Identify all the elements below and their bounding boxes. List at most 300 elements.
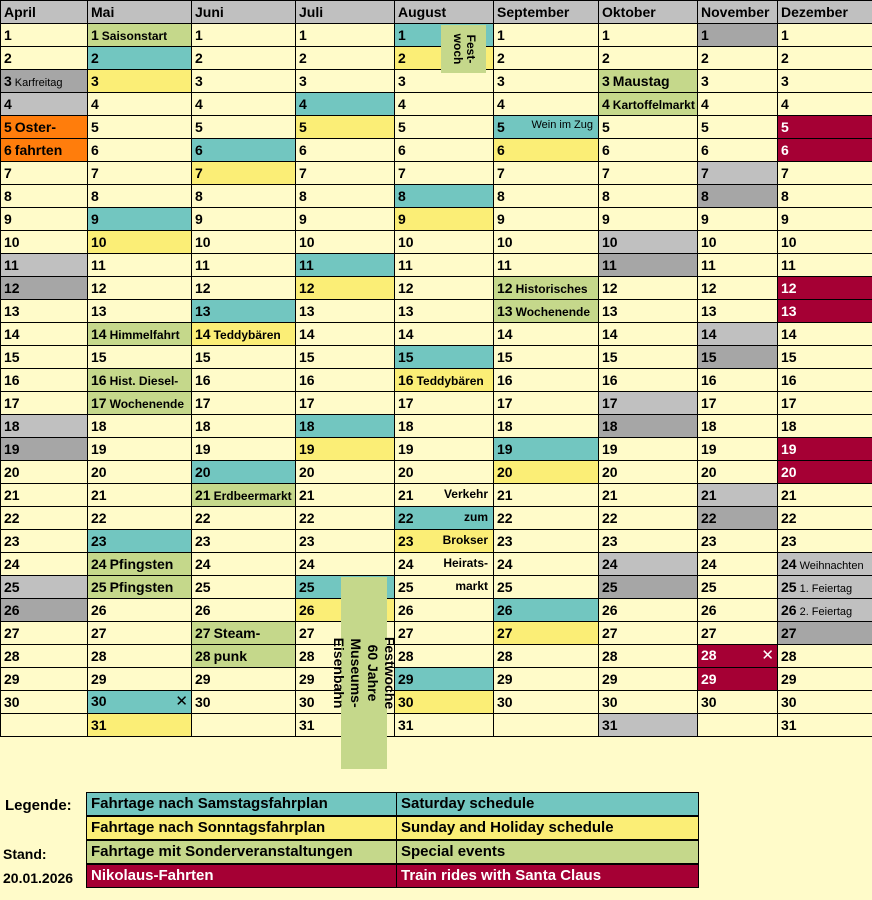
day-cell-mai-13 <box>88 300 192 323</box>
day-cell-mai-23 <box>88 530 192 553</box>
day-cell-jul-18 <box>296 415 395 438</box>
day-number: 17 <box>91 395 107 411</box>
day-number: 8 <box>497 188 505 204</box>
day-cell-jun-9 <box>192 208 296 231</box>
day-number: 23 <box>299 533 315 549</box>
day-number: 11 <box>195 257 210 273</box>
day-cell-jul-5 <box>296 116 395 139</box>
day-cell-mai-2 <box>88 47 192 70</box>
day-cell-jun-2 <box>192 47 296 70</box>
day-number: 23 <box>398 533 414 549</box>
day-number: 30 <box>195 694 211 710</box>
day-cell-mai-10 <box>88 231 192 254</box>
day-cell-aug-31 <box>395 714 494 737</box>
day-number: 4 <box>781 96 789 112</box>
day-cell-aug-11 <box>395 254 494 277</box>
day-number: 21 <box>299 487 315 503</box>
day-number: 12 <box>497 280 513 296</box>
day-row <box>1 70 872 93</box>
day-cell-dez-13 <box>778 300 872 323</box>
day-cell-nov-26 <box>698 599 778 622</box>
event-label: 1. Feiertag <box>799 583 853 595</box>
day-cell-sep-4 <box>494 93 599 116</box>
day-number: 26 <box>91 602 107 618</box>
day-cell-apr-15 <box>1 346 88 369</box>
legend-saturday-en: Saturday schedule <box>396 792 699 816</box>
day-number: 26 <box>398 602 414 618</box>
day-number: 3 <box>701 73 709 89</box>
day-cell-dez-19 <box>778 438 872 461</box>
day-cell-aug-25 <box>395 576 494 599</box>
day-cell-jul-23 <box>296 530 395 553</box>
day-cell-sep-26 <box>494 599 599 622</box>
day-cell-sep-6 <box>494 139 599 162</box>
day-number: 15 <box>4 349 20 365</box>
day-number: 9 <box>497 211 505 227</box>
day-number: 22 <box>91 510 107 526</box>
day-number: 27 <box>497 625 513 641</box>
day-cell-okt-18 <box>599 415 698 438</box>
day-number: 5 <box>701 119 709 135</box>
day-number: 28 <box>91 648 107 664</box>
day-cell-jun-3 <box>192 70 296 93</box>
day-cell-nov-11 <box>698 254 778 277</box>
day-cell-jun-8 <box>192 185 296 208</box>
day-number: 18 <box>195 418 211 434</box>
day-cell-okt-31 <box>599 714 698 737</box>
day-number: 6 <box>195 142 203 158</box>
event-label: 2. Feiertag <box>799 606 853 618</box>
day-cell-sep-21 <box>494 484 599 507</box>
day-cell-okt-9 <box>599 208 698 231</box>
day-cell-apr-28 <box>1 645 88 668</box>
day-number: 27 <box>299 625 315 641</box>
day-number: 18 <box>497 418 513 434</box>
day-cell-mai-18 <box>88 415 192 438</box>
day-number: 25 <box>497 579 513 595</box>
day-cell-dez-27 <box>778 622 872 645</box>
day-number: 27 <box>602 625 618 641</box>
day-number: 30 <box>91 693 107 709</box>
day-number: 9 <box>701 211 709 227</box>
day-number: 22 <box>195 510 211 526</box>
day-cell-aug-21 <box>395 484 494 507</box>
day-row <box>1 484 872 507</box>
day-cell-dez-29 <box>778 668 872 691</box>
day-number: 16 <box>299 372 315 388</box>
day-number: 24 <box>398 556 414 572</box>
day-number: 17 <box>398 395 414 411</box>
day-cell-jun-25 <box>192 576 296 599</box>
day-cell-sep-31 <box>494 714 599 737</box>
day-row <box>1 208 872 231</box>
day-number: 8 <box>701 188 709 204</box>
day-cell-aug-20 <box>395 461 494 484</box>
day-number: 20 <box>398 464 414 480</box>
day-cell-mai-29 <box>88 668 192 691</box>
day-cell-dez-11 <box>778 254 872 277</box>
month-header-aug: August <box>395 1 494 24</box>
day-number: 19 <box>91 441 107 457</box>
day-number: 1 <box>195 27 203 43</box>
day-cell-apr-23 <box>1 530 88 553</box>
legend-nikolaus-en: Train rides with Santa Claus <box>396 864 699 888</box>
day-number: 6 <box>299 142 307 158</box>
day-number: 14 <box>4 326 20 342</box>
day-cell-nov-8 <box>698 185 778 208</box>
day-cell-sep-25 <box>494 576 599 599</box>
day-cell-jul-16 <box>296 369 395 392</box>
day-cell-apr-31 <box>1 714 88 737</box>
day-cell-aug-9 <box>395 208 494 231</box>
day-number: 29 <box>398 671 414 687</box>
day-row <box>1 93 872 116</box>
day-number: 2 <box>701 50 709 66</box>
day-cell-jun-12 <box>192 277 296 300</box>
day-cell-dez-1 <box>778 24 872 47</box>
day-number: 30 <box>781 694 797 710</box>
day-number: 13 <box>195 303 211 319</box>
day-number: 9 <box>398 211 406 227</box>
day-number: 27 <box>398 625 414 641</box>
day-row <box>1 231 872 254</box>
day-cell-mai-25 <box>88 576 192 599</box>
day-number: 23 <box>195 533 211 549</box>
day-number: 13 <box>497 303 513 319</box>
stand-label: Stand: <box>3 846 47 862</box>
day-number: 24 <box>4 556 20 572</box>
day-cell-sep-13 <box>494 300 599 323</box>
day-cell-apr-5 <box>1 116 88 139</box>
day-cell-jun-6 <box>192 139 296 162</box>
day-cell-jul-14 <box>296 323 395 346</box>
day-row <box>1 139 872 162</box>
day-cell-nov-30 <box>698 691 778 714</box>
day-number: 11 <box>299 257 314 273</box>
day-number: 16 <box>4 372 20 388</box>
day-cell-apr-7 <box>1 162 88 185</box>
day-number: 28 <box>497 648 513 664</box>
day-cell-aug-5 <box>395 116 494 139</box>
day-cell-okt-14 <box>599 323 698 346</box>
day-number: 11 <box>497 257 512 273</box>
day-number: 31 <box>91 717 107 733</box>
day-cell-apr-10 <box>1 231 88 254</box>
day-cell-dez-9 <box>778 208 872 231</box>
day-number: 7 <box>701 165 709 181</box>
day-cell-okt-7 <box>599 162 698 185</box>
day-cell-apr-14 <box>1 323 88 346</box>
day-cell-sep-19 <box>494 438 599 461</box>
day-cell-aug-12 <box>395 277 494 300</box>
day-number: 3 <box>602 73 610 89</box>
day-number: 18 <box>398 418 414 434</box>
day-cell-jul-21 <box>296 484 395 507</box>
day-number: 1 <box>602 27 610 43</box>
day-number: 31 <box>781 717 797 733</box>
day-number: 18 <box>4 418 20 434</box>
legend-title: Legende: <box>5 797 72 814</box>
day-number: 30 <box>398 694 414 710</box>
day-number: 14 <box>398 326 414 342</box>
event-label: markt <box>455 579 488 593</box>
day-number: 22 <box>602 510 618 526</box>
day-number: 17 <box>497 395 513 411</box>
day-number: 16 <box>91 372 107 388</box>
day-cell-apr-2 <box>1 47 88 70</box>
day-row <box>1 507 872 530</box>
day-number: 31 <box>602 717 618 733</box>
day-number: 24 <box>781 556 797 572</box>
day-cell-apr-24 <box>1 553 88 576</box>
event-label: zum <box>464 510 488 524</box>
day-number: 26 <box>701 602 717 618</box>
day-cell-sep-16 <box>494 369 599 392</box>
day-cell-okt-17 <box>599 392 698 415</box>
day-number: 22 <box>701 510 717 526</box>
day-cell-aug-24 <box>395 553 494 576</box>
day-row <box>1 553 872 576</box>
day-cell-jul-20 <box>296 461 395 484</box>
day-row <box>1 369 872 392</box>
event-label: Wochenende <box>109 397 185 411</box>
day-cell-dez-2 <box>778 47 872 70</box>
day-cell-nov-19 <box>698 438 778 461</box>
month-header-okt: Oktober <box>599 1 698 24</box>
day-number: 26 <box>299 602 315 618</box>
day-number: 4 <box>701 96 709 112</box>
day-cell-nov-7 <box>698 162 778 185</box>
day-number: 19 <box>781 441 797 457</box>
day-cell-dez-6 <box>778 139 872 162</box>
day-cell-jun-7 <box>192 162 296 185</box>
day-number: 9 <box>4 211 12 227</box>
day-cell-aug-30 <box>395 691 494 714</box>
day-number: 6 <box>701 142 709 158</box>
day-number: 7 <box>781 165 789 181</box>
event-label: punk <box>213 648 248 664</box>
day-number: 2 <box>91 50 99 66</box>
day-number: 23 <box>701 533 717 549</box>
day-number: 6 <box>781 142 789 158</box>
day-number: 30 <box>701 694 717 710</box>
day-number: 18 <box>701 418 717 434</box>
day-number: 3 <box>398 73 406 89</box>
day-cell-jun-10 <box>192 231 296 254</box>
event-label: Historisches <box>515 282 588 296</box>
day-row <box>1 714 872 737</box>
day-row <box>1 323 872 346</box>
event-label: Heirats- <box>443 556 488 570</box>
day-cell-apr-1 <box>1 24 88 47</box>
day-number: 16 <box>398 372 414 388</box>
day-number: 2 <box>781 50 789 66</box>
restaurant-icon: ✕ <box>175 693 188 710</box>
day-number: 12 <box>781 280 797 296</box>
day-cell-dez-23 <box>778 530 872 553</box>
day-cell-dez-31 <box>778 714 872 737</box>
day-cell-sep-10 <box>494 231 599 254</box>
day-number: 5 <box>195 119 203 135</box>
day-cell-okt-16 <box>599 369 698 392</box>
day-cell-nov-24 <box>698 553 778 576</box>
day-cell-nov-31 <box>698 714 778 737</box>
day-cell-jun-27 <box>192 622 296 645</box>
day-cell-jun-17 <box>192 392 296 415</box>
day-cell-sep-29 <box>494 668 599 691</box>
day-row <box>1 438 872 461</box>
day-number: 16 <box>497 372 513 388</box>
day-number: 25 <box>398 579 414 595</box>
day-row <box>1 47 872 70</box>
event-label: Verkehr <box>443 487 488 501</box>
day-cell-jul-24 <box>296 553 395 576</box>
day-cell-aug-22 <box>395 507 494 530</box>
month-header-jun: Juni <box>192 1 296 24</box>
day-cell-jul-6 <box>296 139 395 162</box>
day-cell-aug-6 <box>395 139 494 162</box>
day-number: 17 <box>195 395 211 411</box>
day-cell-okt-8 <box>599 185 698 208</box>
july-festwoche-label: Festwoche 60 Jahre Museums-Eisenbahn <box>331 636 399 710</box>
day-number: 14 <box>299 326 315 342</box>
day-cell-apr-21 <box>1 484 88 507</box>
day-number: 29 <box>195 671 211 687</box>
day-cell-dez-24 <box>778 553 872 576</box>
day-number: 4 <box>195 96 203 112</box>
day-number: 11 <box>4 257 19 273</box>
day-cell-nov-4 <box>698 93 778 116</box>
day-cell-jun-23 <box>192 530 296 553</box>
day-cell-jul-11 <box>296 254 395 277</box>
day-number: 20 <box>497 464 513 480</box>
day-number: 7 <box>398 165 406 181</box>
day-cell-jul-12 <box>296 277 395 300</box>
day-number: 27 <box>195 625 211 641</box>
day-cell-mai-14 <box>88 323 192 346</box>
day-cell-sep-22 <box>494 507 599 530</box>
day-cell-nov-28 <box>698 645 778 668</box>
day-cell-sep-23 <box>494 530 599 553</box>
day-number: 24 <box>195 556 211 572</box>
day-cell-jun-20 <box>192 461 296 484</box>
day-cell-okt-24 <box>599 553 698 576</box>
day-cell-mai-6 <box>88 139 192 162</box>
day-cell-okt-25 <box>599 576 698 599</box>
day-cell-sep-20 <box>494 461 599 484</box>
day-cell-dez-28 <box>778 645 872 668</box>
day-number: 16 <box>701 372 717 388</box>
day-cell-aug-29 <box>395 668 494 691</box>
day-cell-jun-26 <box>192 599 296 622</box>
day-number: 4 <box>497 96 505 112</box>
day-number: 20 <box>701 464 717 480</box>
event-label: Teddybären <box>416 374 484 388</box>
day-number: 28 <box>602 648 618 664</box>
day-cell-mai-9 <box>88 208 192 231</box>
day-number: 22 <box>497 510 513 526</box>
day-number: 5 <box>497 119 505 135</box>
day-cell-jun-5 <box>192 116 296 139</box>
day-cell-dez-17 <box>778 392 872 415</box>
day-number: 26 <box>602 602 618 618</box>
day-number: 5 <box>299 119 307 135</box>
event-label: Weihnachten <box>799 560 864 572</box>
day-cell-okt-3 <box>599 70 698 93</box>
day-number: 25 <box>602 579 618 595</box>
day-cell-jul-8 <box>296 185 395 208</box>
day-number: 19 <box>398 441 414 457</box>
day-number: 14 <box>91 326 107 342</box>
day-number: 25 <box>91 579 107 595</box>
day-number: 6 <box>398 142 406 158</box>
day-cell-dez-22 <box>778 507 872 530</box>
day-row <box>1 300 872 323</box>
day-cell-jun-19 <box>192 438 296 461</box>
day-number: 2 <box>398 50 406 66</box>
day-number: 10 <box>781 234 797 250</box>
day-number: 9 <box>195 211 203 227</box>
day-number: 26 <box>497 602 513 618</box>
day-cell-okt-28 <box>599 645 698 668</box>
day-number: 21 <box>4 487 20 503</box>
day-number: 17 <box>4 395 20 411</box>
day-number: 23 <box>4 533 20 549</box>
legend-saturday-de: Fahrtage nach Samstagsfahrplan <box>86 792 397 816</box>
day-cell-apr-9 <box>1 208 88 231</box>
day-cell-mai-20 <box>88 461 192 484</box>
day-number: 25 <box>195 579 211 595</box>
day-number: 29 <box>701 671 717 687</box>
event-label: Steam- <box>213 625 261 641</box>
day-cell-nov-21 <box>698 484 778 507</box>
day-cell-aug-10 <box>395 231 494 254</box>
day-cell-dez-14 <box>778 323 872 346</box>
day-number: 10 <box>195 234 211 250</box>
day-number: 20 <box>195 464 211 480</box>
day-cell-sep-8 <box>494 185 599 208</box>
day-number: 9 <box>299 211 307 227</box>
day-cell-jun-14 <box>192 323 296 346</box>
day-number: 28 <box>701 647 717 663</box>
day-cell-aug-15 <box>395 346 494 369</box>
day-cell-sep-30 <box>494 691 599 714</box>
day-number: 21 <box>602 487 618 503</box>
day-cell-sep-11 <box>494 254 599 277</box>
day-number: 7 <box>602 165 610 181</box>
day-number: 13 <box>701 303 717 319</box>
day-number: 29 <box>4 671 20 687</box>
event-label: Teddybären <box>213 328 281 342</box>
event-label: fahrten <box>14 142 63 158</box>
day-cell-okt-22 <box>599 507 698 530</box>
day-cell-dez-21 <box>778 484 872 507</box>
day-number: 3 <box>299 73 307 89</box>
day-cell-apr-19 <box>1 438 88 461</box>
day-number: 9 <box>781 211 789 227</box>
day-cell-apr-30 <box>1 691 88 714</box>
day-number: 22 <box>398 510 414 526</box>
day-cell-okt-19 <box>599 438 698 461</box>
day-number: 4 <box>602 96 610 112</box>
day-number: 4 <box>299 96 307 112</box>
day-number: 12 <box>195 280 211 296</box>
day-number: 14 <box>195 326 211 342</box>
day-row <box>1 162 872 185</box>
day-row <box>1 392 872 415</box>
event-label: Hist. Diesel- <box>109 374 179 388</box>
day-cell-aug-23 <box>395 530 494 553</box>
